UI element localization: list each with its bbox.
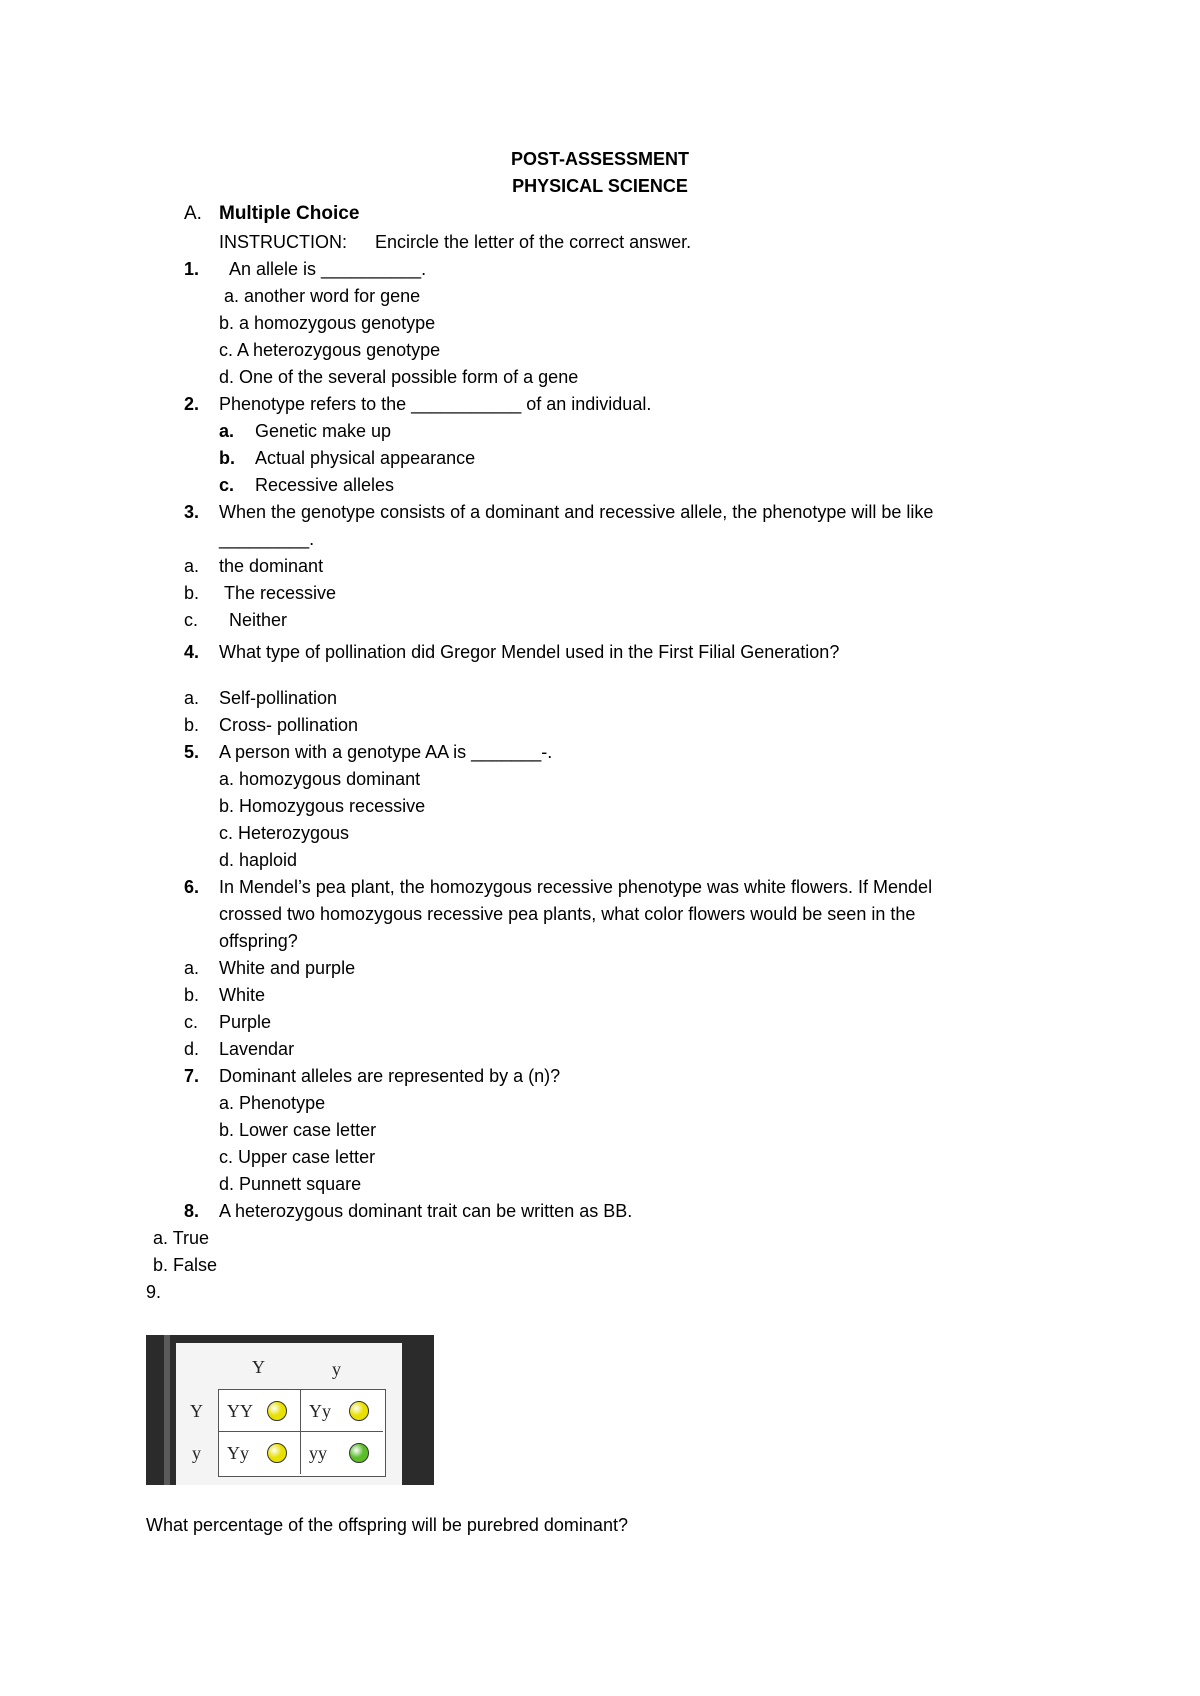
answer-option[interactable]: Actual physical appearance [255, 448, 476, 468]
green-pea-icon [349, 1443, 369, 1463]
answer-option[interactable]: d. One of the several possible form of a gene [219, 367, 579, 387]
section-heading: Multiple Choice [219, 203, 360, 224]
answer-option[interactable]: Purple [219, 1012, 272, 1032]
punnett-cell [301, 1432, 383, 1474]
question-text: Dominant alleles are represented by a (n)? [219, 1066, 561, 1086]
answer-option-letter[interactable]: a. [184, 556, 200, 576]
answer-option[interactable]: Recessive alleles [255, 475, 395, 495]
punnett-cell [219, 1390, 301, 1432]
yellow-pea-icon [267, 1443, 287, 1463]
punnett-cell [301, 1390, 383, 1432]
question-text: What type of pollination did Gregor Mendel used in the First Filial Generation? [219, 642, 840, 662]
answer-option[interactable]: d. Punnett square [219, 1174, 362, 1194]
section-letter: A. [184, 203, 202, 224]
answer-option-letter[interactable]: c. [219, 475, 235, 495]
question-text: What percentage of the offspring will be purebred dominant? [146, 1515, 628, 1535]
punnett-square-image [146, 1335, 434, 1485]
instruction-text: Encircle the letter of the correct answer. [375, 232, 692, 252]
question-text: A heterozygous dominant trait can be written as BB. [219, 1201, 633, 1221]
answer-option[interactable]: c. Heterozygous [219, 823, 350, 843]
question-text: Phenotype refers to the ___________ of an individual. [219, 394, 652, 414]
answer-option[interactable]: a. homozygous dominant [219, 769, 421, 789]
question-text-continued: offspring? [219, 931, 298, 951]
question-number: 1. [184, 259, 200, 279]
question-number: 7. [184, 1066, 200, 1086]
question-text-continued: _________. [219, 529, 315, 549]
answer-option[interactable]: White [219, 985, 266, 1005]
instruction-label: INSTRUCTION: [219, 232, 347, 252]
row-header: y [192, 1443, 201, 1463]
question-text: An allele is __________. [229, 259, 427, 279]
question-text-continued: crossed two homozygous recessive pea plants, what color flowers would be seen in the [219, 904, 916, 924]
column-header: Y [252, 1357, 265, 1377]
question-text: A person with a genotype AA is _______-. [219, 742, 553, 762]
answer-option-letter[interactable]: b. [184, 583, 200, 603]
answer-option[interactable]: b. False [153, 1255, 218, 1275]
answer-option[interactable]: the dominant [219, 556, 324, 576]
answer-option[interactable]: b. a homozygous genotype [219, 313, 436, 333]
genotype-label: yy [309, 1443, 327, 1463]
question-number: 6. [184, 877, 200, 897]
punnett-cell [219, 1432, 301, 1474]
question-number: 9. [146, 1282, 162, 1302]
row-header: Y [190, 1401, 203, 1421]
answer-option-letter[interactable]: b. [184, 985, 200, 1005]
yellow-pea-icon [267, 1401, 287, 1421]
answer-option-letter[interactable]: b. [184, 715, 200, 735]
question-text: In Mendel’s pea plant, the homozygous recessive phenotype was white flowers. If Mendel [219, 877, 933, 897]
answer-option[interactable]: c. Upper case letter [219, 1147, 376, 1167]
answer-option[interactable]: a. True [153, 1228, 210, 1248]
answer-option[interactable]: The recessive [224, 583, 337, 603]
question-number: 4. [184, 642, 200, 662]
question-text: When the genotype consists of a dominant and recessive allele, the phenotype will be like [219, 502, 934, 522]
answer-option[interactable]: Lavendar [219, 1039, 295, 1059]
answer-option[interactable]: Genetic make up [255, 421, 392, 441]
answer-option[interactable]: c. A heterozygous genotype [219, 340, 441, 360]
genotype-label: Yy [227, 1443, 249, 1463]
answer-option[interactable]: Self-pollination [219, 688, 338, 708]
answer-option-letter[interactable]: c. [184, 610, 199, 630]
image-frame-edge [164, 1335, 170, 1485]
answer-option[interactable]: b. Lower case letter [219, 1120, 377, 1140]
question-number: 5. [184, 742, 200, 762]
answer-option-letter[interactable]: a. [184, 958, 200, 978]
answer-option-letter[interactable]: c. [184, 1012, 199, 1032]
answer-option-letter[interactable]: a. [184, 688, 200, 708]
punnett-square-panel [176, 1343, 402, 1485]
answer-option[interactable]: Neither [229, 610, 288, 630]
genotype-label: YY [227, 1401, 253, 1421]
page-title: POST-ASSESSMENT [510, 149, 690, 169]
answer-option[interactable]: b. Homozygous recessive [219, 796, 426, 816]
answer-option[interactable]: White and purple [219, 958, 356, 978]
answer-option-letter[interactable]: b. [219, 448, 235, 468]
page-subtitle: PHYSICAL SCIENCE [512, 176, 688, 196]
answer-option[interactable]: d. haploid [219, 850, 298, 870]
answer-option-letter[interactable]: a. [219, 421, 235, 441]
answer-option-letter[interactable]: d. [184, 1039, 200, 1059]
question-number: 2. [184, 394, 200, 414]
question-number: 8. [184, 1201, 200, 1221]
answer-option[interactable]: a. Phenotype [219, 1093, 326, 1113]
question-number: 3. [184, 502, 200, 522]
answer-option[interactable]: a. another word for gene [224, 286, 421, 306]
answer-option[interactable]: Cross- pollination [219, 715, 359, 735]
genotype-label: Yy [309, 1401, 331, 1421]
yellow-pea-icon [349, 1401, 369, 1421]
column-header: y [332, 1359, 341, 1379]
punnett-grid [218, 1389, 386, 1477]
